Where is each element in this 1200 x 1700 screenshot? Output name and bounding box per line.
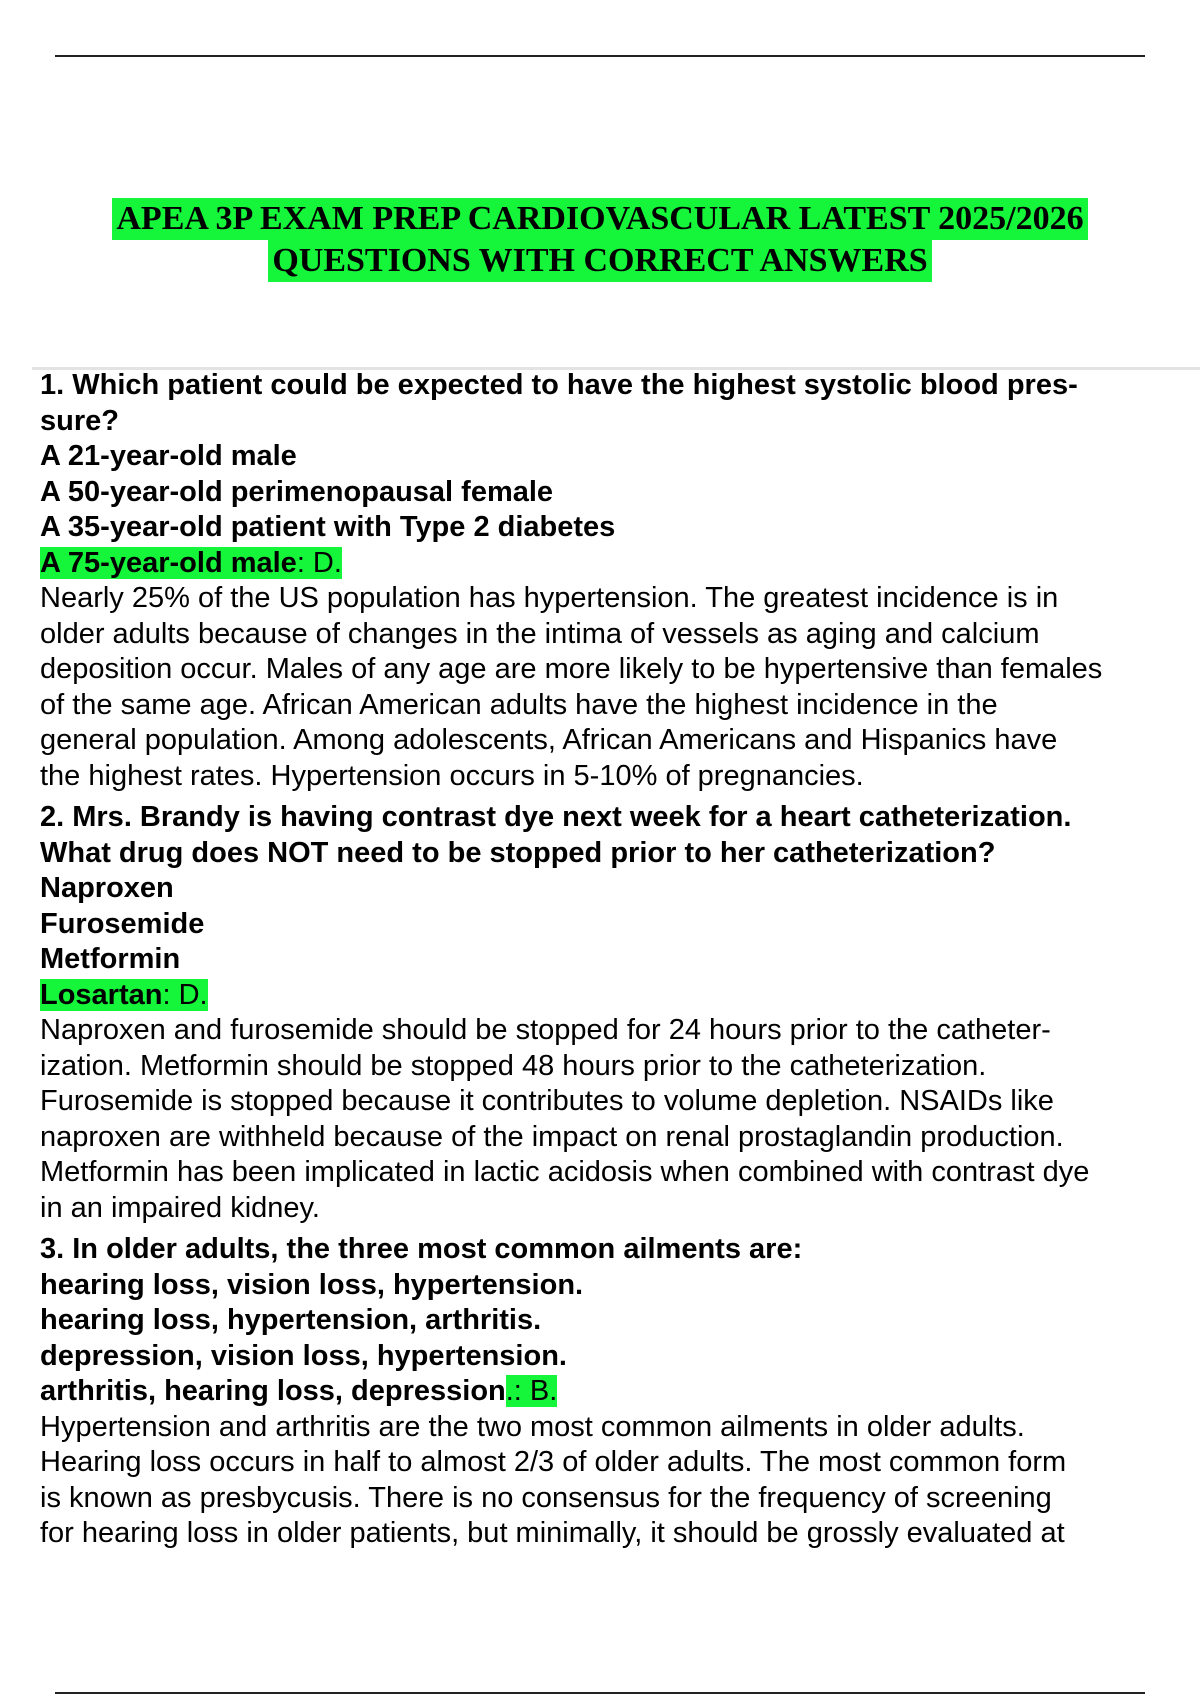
explanation-text: Naproxen and furosemide should be stopped for 24 hours prior to the catheter- [40, 1014, 1051, 1046]
explanation-text: naproxen are withheld because of the impact on renal prostaglandin production. [40, 1120, 1064, 1153]
correct-answer-key: .: B. [505, 1375, 558, 1407]
explanation-text: deposition occur. Males of any age are more likely to be hypertensive than females [40, 653, 1103, 685]
bottom-rule [55, 1692, 1145, 1694]
correct-answer-line [40, 546, 1190, 582]
explanation-text: Hearing loss occurs in half to almost 2/3 of older adults. The most common form [40, 1446, 1067, 1478]
answer-option: A 75-year-old male [40, 546, 297, 579]
question-text: 1. Which patient could be expected to have the highest systolic blood pres- [40, 369, 1078, 401]
questions-list [40, 368, 1190, 1558]
question-block-3 [40, 1232, 1190, 1552]
explanation-text: is known as presbycusis. There is no consensus for the frequency of screening [40, 1481, 1052, 1514]
answer-option: hearing loss, vision loss, hypertension. [40, 1268, 584, 1301]
document-title [0, 198, 1200, 282]
answer-option: Furosemide [40, 907, 205, 940]
answer-option: depression, vision loss, hypertension. [40, 1339, 567, 1372]
question-block-1 [40, 368, 1190, 794]
title-line-2: QUESTIONS WITH CORRECT ANSWERS [268, 240, 931, 282]
answer-option: Metformin [40, 943, 181, 975]
explanation-text: Hypertension and arthritis are the two most common ailments in older adults. [40, 1410, 1025, 1443]
title-line-1: APEA 3P EXAM PREP CARDIOVASCULAR LATEST 2025/2026 [112, 198, 1087, 240]
answer-option: A 50-year-old perimenopausal female [40, 475, 554, 508]
correct-answer-line [40, 1374, 1190, 1410]
explanation-text: of the same age. African American adults have the highest incidence in the [40, 688, 998, 721]
explanation-text: for hearing loss in older patients, but minimally, it should be grossly evaluated at [40, 1517, 1065, 1549]
correct-answer-key: : D. [162, 978, 208, 1011]
answer-option: A 35-year-old patient with Type 2 diabetes [40, 511, 616, 543]
answer-option: A 21-year-old male [40, 440, 297, 472]
explanation-text: ization. Metformin should be stopped 48 hours prior to the catheterization. [40, 1049, 987, 1082]
correct-answer-line [40, 978, 1190, 1014]
question-text: What drug does NOT need to be stopped prior to her catheterization? [40, 836, 996, 869]
answer-option: arthritis, hearing loss, depression [40, 1375, 506, 1407]
explanation-text: Nearly 25% of the US population has hypertension. The greatest incidence is in [40, 582, 1059, 614]
answer-option: Losartan [40, 978, 163, 1011]
explanation-text: Metformin has been implicated in lactic acidosis when combined with contrast dye [40, 1156, 1090, 1188]
question-text: 2. Mrs. Brandy is having contrast dye next week for a heart catheterization. [40, 801, 1072, 833]
question-block-2 [40, 800, 1190, 1226]
question-text: 3. In older adults, the three most common ailments are: [40, 1233, 803, 1265]
question-text: sure? [40, 404, 119, 437]
answer-option: Naproxen [40, 872, 174, 904]
explanation-text: the highest rates. Hypertension occurs in 5-10% of pregnancies. [40, 759, 864, 792]
explanation-text: in an impaired kidney. [40, 1191, 320, 1224]
top-rule [55, 55, 1145, 57]
correct-answer-key: : D. [296, 546, 342, 579]
explanation-text: older adults because of changes in the intima of vessels as aging and calcium [40, 617, 1040, 650]
explanation-text: Furosemide is stopped because it contributes to volume depletion. NSAIDs like [40, 1085, 1054, 1117]
explanation-text: general population. Among adolescents, African Americans and Hispanics have [40, 724, 1058, 756]
answer-option: hearing loss, hypertension, arthritis. [40, 1304, 542, 1336]
